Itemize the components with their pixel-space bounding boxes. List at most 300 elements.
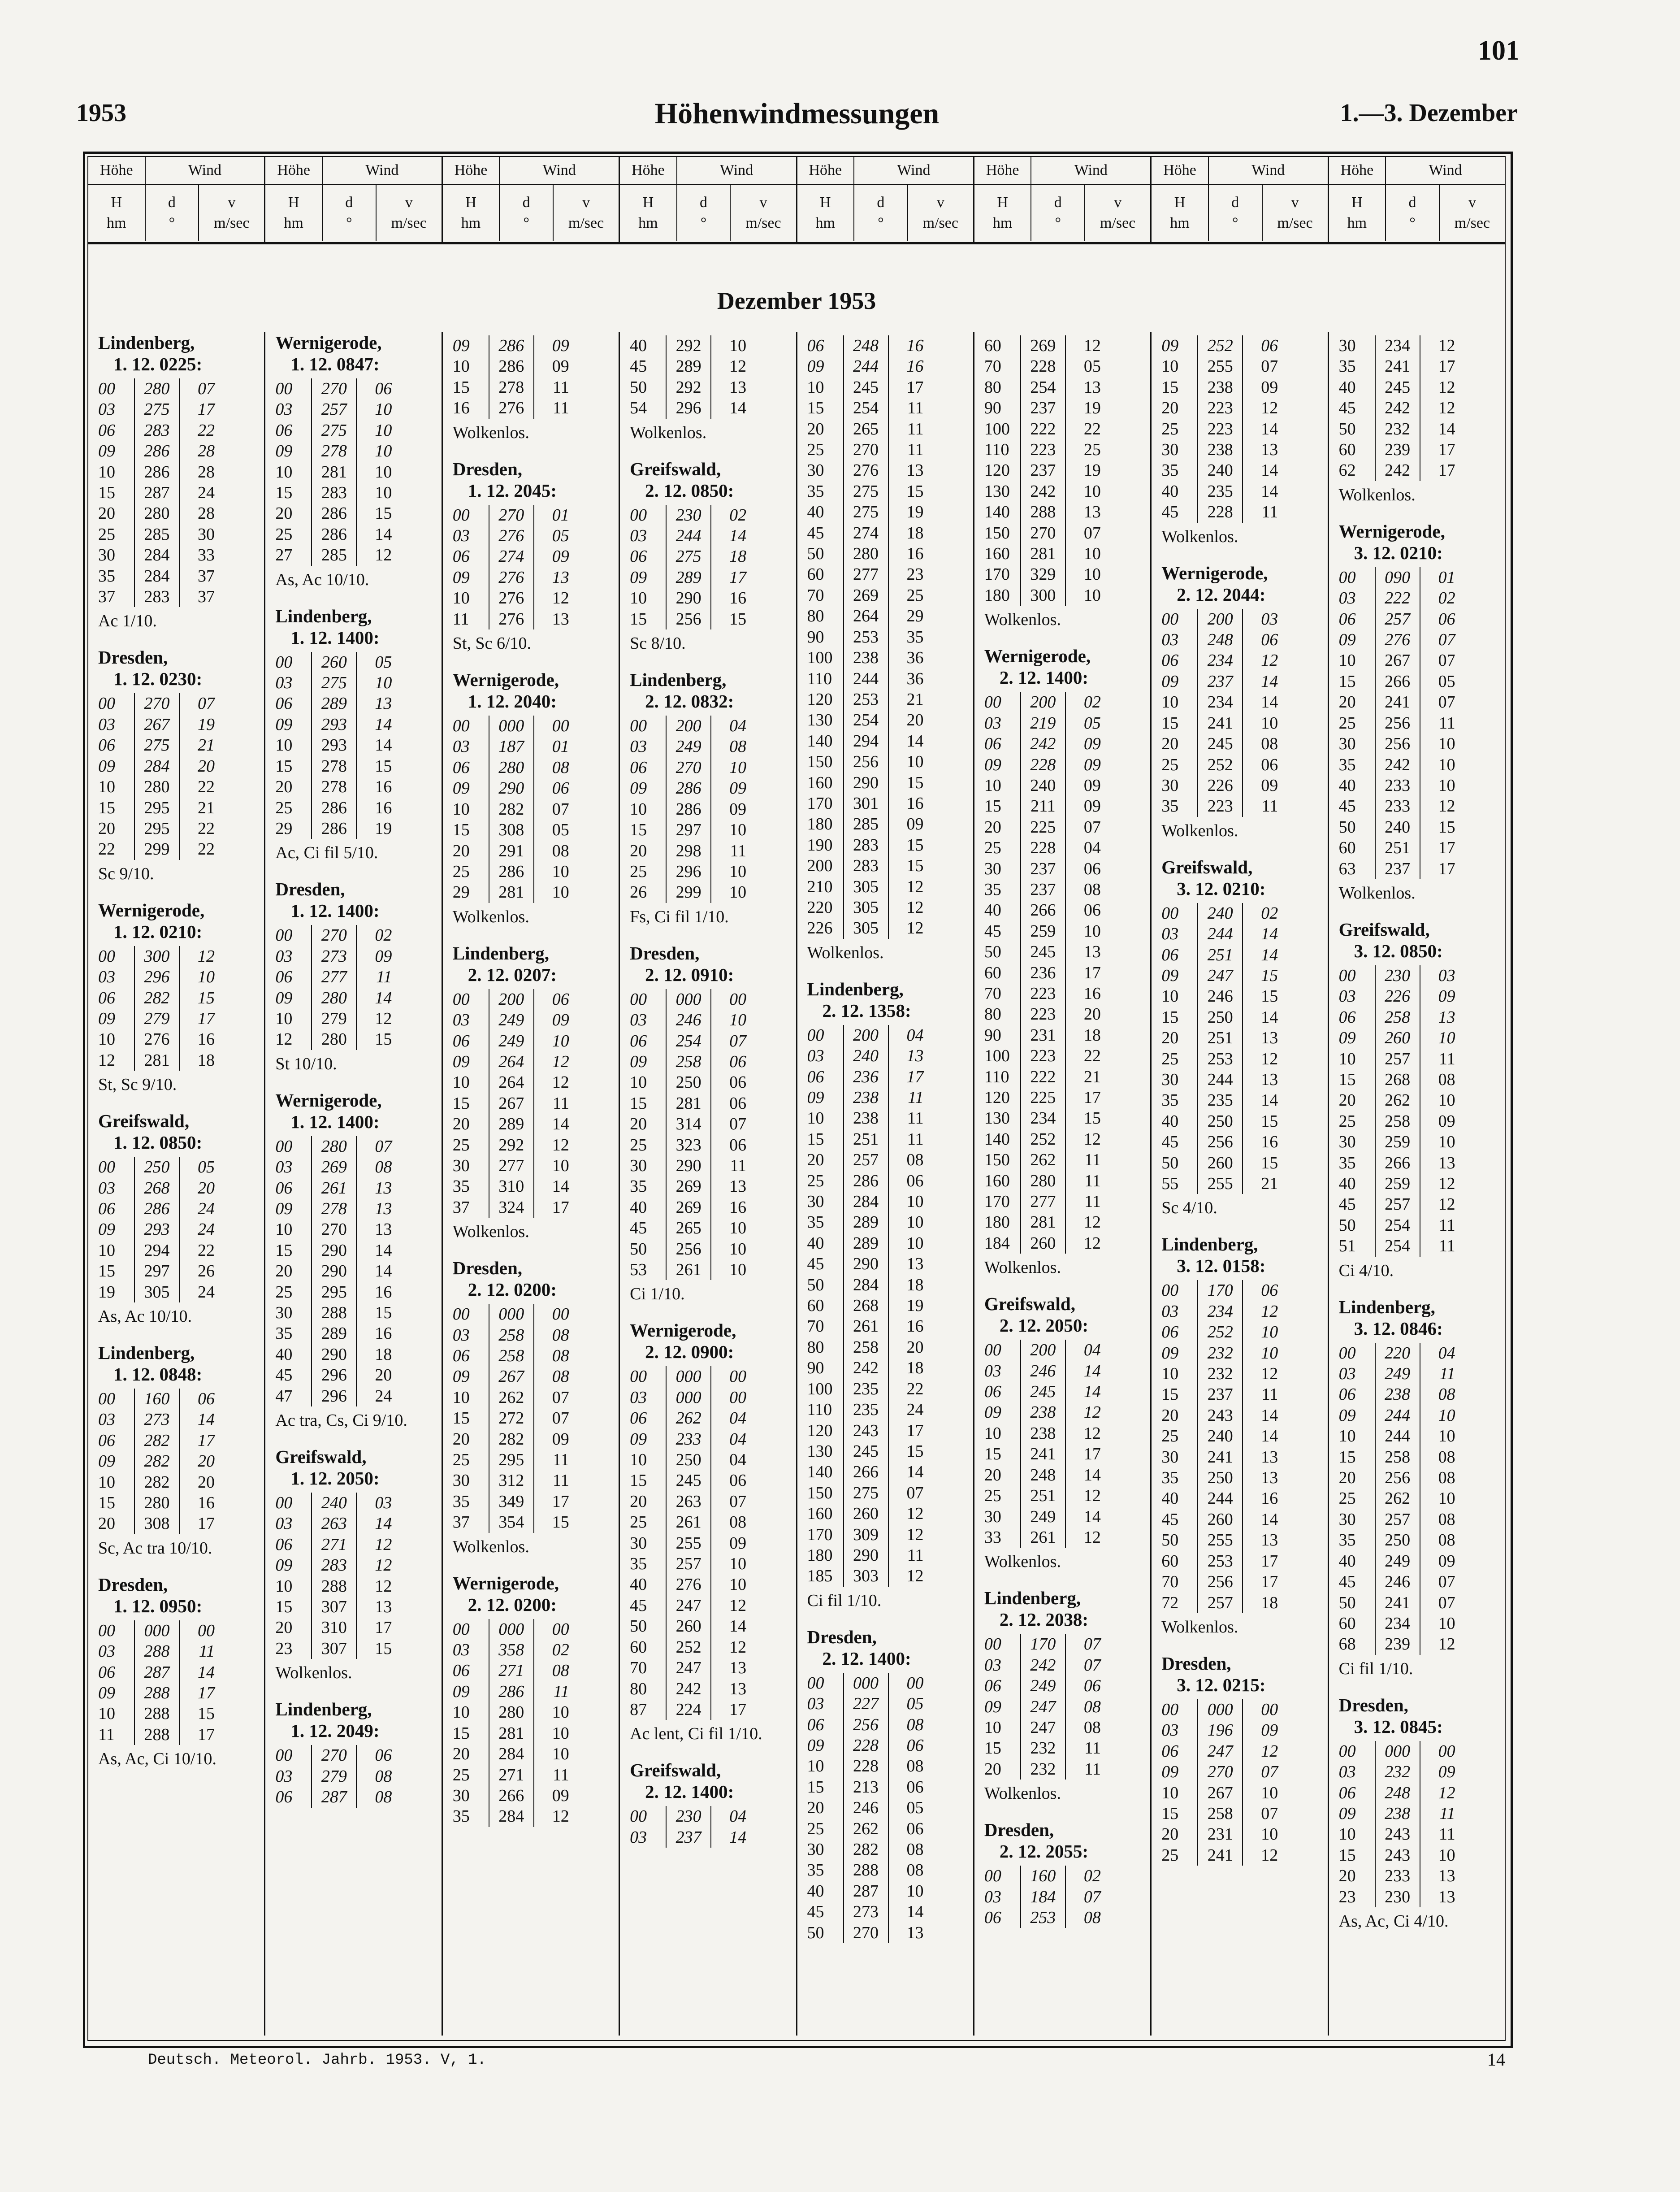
table-row xyxy=(807,1420,966,1441)
table-row xyxy=(1161,1405,1320,1426)
height-cell: 30 xyxy=(807,461,824,480)
speed-cell: 15 xyxy=(356,1638,392,1659)
height-cell: 54 xyxy=(630,399,647,418)
table-row xyxy=(807,523,966,543)
header-date-range: 1.—3. Dezember xyxy=(1340,99,1518,127)
height-cell: 00 xyxy=(630,1367,647,1386)
speed-cell: 07 xyxy=(179,693,215,714)
height-cell: 03 xyxy=(98,400,115,419)
height-cell: 15 xyxy=(630,1471,647,1490)
height-cell: 45 xyxy=(630,357,647,376)
station-heading xyxy=(1339,1694,1498,1737)
speed-cell: 17 xyxy=(710,567,746,588)
direction-cell: 241 xyxy=(1197,713,1242,734)
height-cell: 09 xyxy=(452,568,470,587)
height-cell: 140 xyxy=(807,1463,833,1482)
station-date-time: 3. 12. 0846: xyxy=(1354,1318,1443,1339)
table-row xyxy=(630,546,788,567)
table-row xyxy=(1339,1803,1498,1824)
data-column xyxy=(620,332,797,2036)
speed-cell: 19 xyxy=(1065,460,1101,481)
height-cell: 40 xyxy=(807,1881,824,1901)
observation-table xyxy=(453,716,611,903)
height-cell: 15 xyxy=(1338,1447,1356,1467)
table-row xyxy=(275,462,434,482)
speed-cell: 08 xyxy=(1420,1384,1455,1405)
header-degree: ° xyxy=(169,214,175,231)
height-cell: 100 xyxy=(984,419,1010,438)
height-cell: 15 xyxy=(275,756,293,776)
table-row xyxy=(807,1233,966,1254)
height-cell: 15 xyxy=(984,1739,1001,1758)
height-cell: 03 xyxy=(452,526,470,546)
header-top-row xyxy=(797,157,973,185)
station-heading xyxy=(630,669,788,712)
table-row xyxy=(984,713,1143,734)
direction-cell: 251 xyxy=(1197,945,1242,965)
station-name: Wernigerode, xyxy=(98,899,205,920)
header-top-row xyxy=(88,157,264,185)
direction-cell: 258 xyxy=(666,1051,710,1072)
direction-cell: 276 xyxy=(666,1574,710,1595)
direction-cell: 253 xyxy=(1197,1049,1242,1069)
table-row xyxy=(807,460,966,481)
direction-cell: 293 xyxy=(311,735,356,755)
table-row xyxy=(1339,1343,1498,1363)
height-cell: 25 xyxy=(1161,755,1179,774)
direction-cell: 294 xyxy=(134,1240,179,1261)
table-row xyxy=(275,1365,434,1385)
speed-cell: 10 xyxy=(1420,1426,1455,1446)
speed-cell: 01 xyxy=(533,505,569,525)
station-date-time: 1. 12. 2045: xyxy=(468,480,557,501)
direction-cell: 324 xyxy=(489,1197,533,1218)
direction-cell: 260 xyxy=(666,1616,710,1636)
height-cell: 60 xyxy=(807,1296,824,1315)
direction-cell: 244 xyxy=(1375,1426,1420,1446)
direction-cell: 254 xyxy=(666,1031,710,1051)
height-cell: 37 xyxy=(452,1513,470,1532)
table-row xyxy=(98,1451,257,1471)
table-row xyxy=(807,1777,966,1797)
speed-cell: 12 xyxy=(1065,1129,1101,1150)
speed-cell: 12 xyxy=(888,1566,924,1586)
height-cell: 40 xyxy=(1161,1111,1179,1131)
height-cell: 10 xyxy=(630,1073,647,1092)
speed-cell: 12 xyxy=(533,1072,569,1093)
direction-cell: 250 xyxy=(134,1157,179,1177)
speed-cell: 09 xyxy=(533,546,569,567)
speed-cell: 11 xyxy=(1420,1049,1455,1069)
height-cell: 15 xyxy=(1161,378,1179,397)
height-cell: 90 xyxy=(807,627,824,647)
table-row xyxy=(1339,1741,1498,1762)
speed-cell: 09 xyxy=(533,335,569,356)
table-row xyxy=(984,1697,1143,1717)
height-cell: 20 xyxy=(807,419,824,438)
speed-cell: 10 xyxy=(888,1212,924,1233)
table-row xyxy=(98,1008,257,1029)
speed-cell: 15 xyxy=(888,1441,924,1462)
table-row xyxy=(807,793,966,814)
height-cell: 00 xyxy=(452,1619,470,1639)
table-row xyxy=(98,399,257,420)
height-cell: 03 xyxy=(984,1887,1001,1906)
height-cell: 00 xyxy=(1338,966,1356,985)
station-block xyxy=(1161,856,1320,1219)
observation-table xyxy=(630,335,788,419)
header-height-cell xyxy=(1329,185,1386,241)
direction-cell: 300 xyxy=(1020,585,1065,606)
station-date-time: 2. 12. 1400: xyxy=(645,1781,734,1802)
table-row xyxy=(98,1703,257,1724)
table-row xyxy=(275,756,434,777)
height-cell: 06 xyxy=(98,1431,115,1450)
table-row xyxy=(630,736,788,757)
table-row xyxy=(98,378,257,399)
header-wind: Wind xyxy=(1074,162,1108,178)
speed-cell: 07 xyxy=(1065,1634,1101,1654)
table-row xyxy=(807,1275,966,1295)
table-row xyxy=(984,585,1143,606)
direction-cell: 286 xyxy=(311,524,356,545)
speed-cell: 04 xyxy=(710,1806,746,1827)
speed-cell: 06 xyxy=(710,1051,746,1072)
table-row xyxy=(1161,1488,1320,1509)
table-row xyxy=(1339,609,1498,629)
table-row xyxy=(630,1595,788,1616)
speed-cell: 13 xyxy=(1065,377,1101,398)
table-row xyxy=(1161,1530,1320,1550)
height-cell: 03 xyxy=(275,1514,293,1533)
table-row xyxy=(984,942,1143,962)
speed-cell: 17 xyxy=(1065,963,1101,983)
height-cell: 20 xyxy=(275,777,293,797)
header-hm: hm xyxy=(461,214,481,231)
station-name: Wernigerode, xyxy=(452,669,559,690)
direction-cell: 289 xyxy=(843,1212,888,1233)
speed-cell: 13 xyxy=(710,1176,746,1197)
speed-cell: 04 xyxy=(1420,1343,1455,1363)
direction-cell: 297 xyxy=(666,820,710,840)
speed-cell: 12 xyxy=(710,356,746,377)
table-row xyxy=(1161,1343,1320,1363)
table-row xyxy=(1161,1783,1320,1803)
header-speed-cell xyxy=(198,185,264,241)
height-cell: 62 xyxy=(1338,461,1356,480)
table-row xyxy=(630,1155,788,1176)
direction-cell: 278 xyxy=(311,756,356,777)
height-cell: 06 xyxy=(630,1031,647,1050)
height-cell: 10 xyxy=(1338,1049,1356,1068)
direction-cell: 251 xyxy=(1197,1028,1242,1048)
cloud-note: Wolkenlos. xyxy=(452,1222,529,1241)
height-cell: 15 xyxy=(984,797,1001,816)
direction-cell: 232 xyxy=(1375,419,1420,439)
speed-cell: 10 xyxy=(356,399,392,420)
speed-cell: 03 xyxy=(356,1493,392,1513)
station-name: Lindenberg, xyxy=(275,1699,372,1720)
speed-cell: 24 xyxy=(888,1399,924,1420)
table-row xyxy=(1161,419,1320,439)
direction-cell: 282 xyxy=(134,988,179,1008)
speed-cell: 14 xyxy=(888,731,924,751)
direction-cell: 282 xyxy=(843,1839,888,1860)
table-row xyxy=(984,502,1143,522)
direction-cell: 248 xyxy=(1375,1783,1420,1803)
station-block xyxy=(1339,1694,1498,1932)
station-block xyxy=(630,335,788,443)
station-block xyxy=(807,978,966,1611)
direction-cell: 258 xyxy=(489,1346,533,1366)
table-row xyxy=(807,419,966,439)
height-cell: 03 xyxy=(452,1325,470,1345)
running-header xyxy=(76,99,1518,135)
table-row xyxy=(275,1638,434,1659)
cloud-note: Wolkenlos. xyxy=(1338,485,1416,504)
table-row xyxy=(275,1282,434,1302)
header-msec: m/sec xyxy=(1454,214,1490,231)
header-v: v xyxy=(1468,194,1476,211)
direction-cell: 258 xyxy=(1375,1111,1420,1132)
header-top-row xyxy=(265,157,441,185)
height-cell: 00 xyxy=(1338,1741,1356,1761)
table-row xyxy=(1161,1699,1320,1720)
speed-cell: 11 xyxy=(1065,1738,1101,1758)
speed-cell: 29 xyxy=(888,606,924,626)
table-row xyxy=(1161,945,1320,965)
height-cell: 130 xyxy=(984,482,1010,501)
header-degree: ° xyxy=(1055,214,1061,231)
table-row xyxy=(1339,1049,1498,1069)
speed-cell: 15 xyxy=(356,503,392,524)
direction-cell: 243 xyxy=(1375,1845,1420,1866)
table-row xyxy=(1339,1488,1498,1509)
observation-table xyxy=(275,652,434,839)
height-cell: 210 xyxy=(807,877,833,896)
table-row xyxy=(984,775,1143,796)
header-hm: hm xyxy=(1170,214,1190,231)
speed-cell: 10 xyxy=(1420,1028,1455,1048)
direction-cell: 267 xyxy=(489,1093,533,1114)
speed-cell: 06 xyxy=(710,1135,746,1155)
speed-cell: 20 xyxy=(179,1451,215,1471)
direction-cell: 240 xyxy=(1020,775,1065,796)
table-row xyxy=(275,818,434,839)
height-cell: 60 xyxy=(1338,440,1356,460)
table-row xyxy=(984,879,1143,900)
table-row xyxy=(807,1901,966,1922)
speed-cell: 13 xyxy=(888,460,924,481)
height-cell: 00 xyxy=(630,990,647,1009)
cloud-note: Ac tra, Cs, Ci 9/10. xyxy=(275,1411,407,1430)
speed-cell: 07 xyxy=(179,378,215,399)
direction-cell: 254 xyxy=(843,398,888,418)
speed-cell: 08 xyxy=(356,1787,392,1807)
table-row xyxy=(1161,1762,1320,1782)
height-cell: 10 xyxy=(630,589,647,608)
height-cell: 150 xyxy=(984,1150,1010,1170)
direction-cell: 248 xyxy=(1197,629,1242,650)
table-row xyxy=(1161,965,1320,986)
height-cell: 16 xyxy=(452,399,470,418)
direction-cell: 239 xyxy=(1375,439,1420,460)
table-row xyxy=(453,1470,611,1491)
table-row xyxy=(453,1702,611,1723)
direction-cell: 233 xyxy=(666,1429,710,1450)
direction-cell: 276 xyxy=(1375,629,1420,650)
direction-cell: 281 xyxy=(311,462,356,482)
table-row xyxy=(1161,903,1320,924)
station-name: Dresden, xyxy=(452,1258,523,1279)
height-cell: 15 xyxy=(807,399,824,418)
speed-cell: 14 xyxy=(1065,1465,1101,1485)
speed-cell: 10 xyxy=(710,1010,746,1030)
direction-cell: 260 xyxy=(843,1503,888,1524)
table-row xyxy=(984,1191,1143,1212)
height-cell: 10 xyxy=(1161,987,1179,1006)
height-cell: 30 xyxy=(1161,776,1179,795)
speed-cell: 02 xyxy=(1420,588,1455,608)
speed-cell: 07 xyxy=(888,1483,924,1503)
table-row xyxy=(1161,1028,1320,1048)
height-cell: 15 xyxy=(1161,1385,1179,1404)
direction-cell: 245 xyxy=(1020,1381,1065,1402)
speed-cell: 03 xyxy=(1420,965,1455,986)
speed-cell: 08 xyxy=(1420,1447,1455,1467)
speed-cell: 10 xyxy=(1420,755,1455,775)
header-degree: ° xyxy=(346,214,352,231)
direction-cell: 286 xyxy=(134,1198,179,1219)
station-block xyxy=(984,1587,1143,1804)
direction-cell: 184 xyxy=(1020,1887,1065,1907)
height-cell: 03 xyxy=(275,673,293,693)
direction-cell: 232 xyxy=(1197,1343,1242,1363)
table-row xyxy=(275,1136,434,1157)
direction-cell: 280 xyxy=(311,1029,356,1050)
speed-cell: 17 xyxy=(179,399,215,420)
direction-cell: 270 xyxy=(311,378,356,399)
direction-cell: 275 xyxy=(843,481,888,502)
header-msec: m/sec xyxy=(391,214,427,231)
cloud-note: Wolkenlos. xyxy=(630,423,707,442)
header-degree: ° xyxy=(1409,214,1416,231)
direction-cell: 242 xyxy=(1020,1655,1065,1675)
speed-cell: 12 xyxy=(1420,796,1455,816)
direction-cell: 245 xyxy=(1197,734,1242,754)
data-column xyxy=(1152,332,1329,2036)
speed-cell: 22 xyxy=(179,420,215,441)
speed-cell: 07 xyxy=(1420,692,1455,712)
table-row xyxy=(807,1254,966,1274)
speed-cell: 35 xyxy=(888,627,924,647)
direction-cell: 255 xyxy=(666,1533,710,1554)
height-cell: 15 xyxy=(98,1493,115,1513)
direction-cell: 307 xyxy=(311,1597,356,1617)
direction-cell: 293 xyxy=(311,714,356,735)
direction-cell: 257 xyxy=(311,399,356,420)
speed-cell: 10 xyxy=(179,967,215,987)
height-cell: 25 xyxy=(1338,713,1356,733)
table-row xyxy=(807,1191,966,1212)
direction-cell: 305 xyxy=(134,1282,179,1302)
page-number: 101 xyxy=(1478,35,1520,66)
speed-cell: 09 xyxy=(710,799,746,820)
table-row xyxy=(807,1150,966,1170)
speed-cell: 14 xyxy=(1242,1509,1278,1530)
speed-cell: 13 xyxy=(888,1923,924,1943)
direction-cell: 160 xyxy=(1020,1866,1065,1886)
station-name: Lindenberg, xyxy=(1161,1234,1258,1255)
speed-cell: 10 xyxy=(1420,1845,1455,1866)
table-row xyxy=(1161,1845,1320,1866)
direction-cell: 291 xyxy=(489,841,533,861)
table-row xyxy=(453,757,611,778)
header-hoehe: Höhe xyxy=(1152,157,1209,184)
table-row xyxy=(453,377,611,398)
direction-cell: 287 xyxy=(134,482,179,503)
table-row xyxy=(1339,567,1498,588)
speed-cell: 07 xyxy=(1065,1887,1101,1907)
table-row xyxy=(807,1337,966,1358)
speed-cell: 05 xyxy=(1065,356,1101,377)
height-cell: 45 xyxy=(630,1219,647,1238)
height-cell: 40 xyxy=(1338,1551,1356,1571)
station-block xyxy=(807,1626,966,1943)
header-unit-row xyxy=(443,185,619,241)
direction-cell: 283 xyxy=(311,482,356,503)
height-cell: 00 xyxy=(98,1389,115,1408)
table-row xyxy=(275,1323,434,1344)
height-cell: 160 xyxy=(807,1504,833,1524)
height-cell: 06 xyxy=(984,734,1001,754)
height-cell: 170 xyxy=(807,1525,833,1544)
height-cell: 06 xyxy=(1161,945,1179,964)
header-H: H xyxy=(1174,194,1186,211)
table-row xyxy=(984,1887,1143,1907)
observation-table xyxy=(275,1493,434,1659)
table-row xyxy=(275,673,434,693)
height-cell: 06 xyxy=(98,988,115,1007)
speed-cell: 08 xyxy=(533,1660,569,1681)
direction-cell: 290 xyxy=(311,1261,356,1281)
table-row xyxy=(453,1785,611,1806)
direction-cell: 267 xyxy=(1375,650,1420,671)
height-cell: 25 xyxy=(1161,1845,1179,1865)
height-cell: 30 xyxy=(452,1156,470,1175)
table-row xyxy=(275,1157,434,1177)
direction-cell: 275 xyxy=(134,735,179,755)
table-row xyxy=(1339,1405,1498,1426)
table-row xyxy=(984,1402,1143,1423)
station-heading xyxy=(630,1759,788,1802)
station-heading xyxy=(98,1342,257,1385)
height-cell: 09 xyxy=(452,1682,470,1701)
direction-cell: 000 xyxy=(666,989,710,1010)
speed-cell: 11 xyxy=(356,967,392,987)
speed-cell: 12 xyxy=(1420,1783,1455,1803)
table-row xyxy=(98,1219,257,1240)
direction-cell: 000 xyxy=(843,1673,888,1693)
station-name: Greifswald, xyxy=(984,1293,1075,1315)
direction-cell: 258 xyxy=(1375,1007,1420,1028)
height-cell: 26 xyxy=(630,883,647,902)
cloud-note: Wolkenlos. xyxy=(984,1552,1061,1571)
direction-cell: 211 xyxy=(1020,796,1065,816)
table-row xyxy=(1161,335,1320,356)
header-hm: hm xyxy=(107,214,126,231)
height-cell: 25 xyxy=(275,1282,293,1302)
